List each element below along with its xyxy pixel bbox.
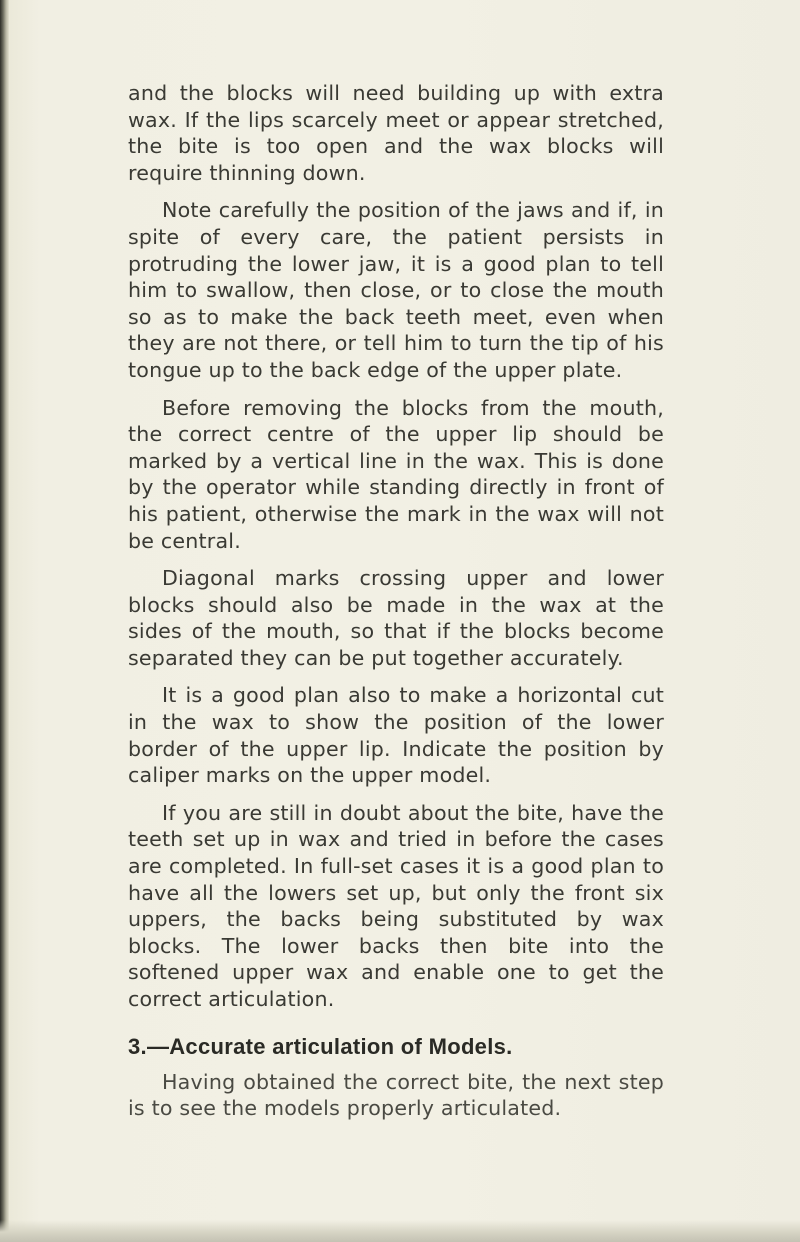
page-text-body: [128, 80, 664, 1133]
paragraph-4: Diagonal marks crossing upper and lower blocks should also be made in the wax at the sides of the mouth, so that if the blocks become separated they can be put together accurately.: [128, 566, 664, 670]
page-binding-edge: [0, 0, 9, 1242]
section-heading: 3.—Accurate articulation of Models.: [128, 1033, 513, 1059]
paragraph-2: Note carefully the position of the jaws and if, in spite of every care, the patient persists in protruding the lower jaw, it is a good plan to tell him to swallow, then close, or to close the mouth so as to make the back teeth meet, even when they are not there, or tell him to turn the tip of his tongue up to the back edge of the upper plate.: [128, 198, 664, 382]
paragraph-3: Before removing the blocks from the mouth, the correct centre of the upper lip should be marked by a vertical line in the wax. This is done by the operator while standing directly in front of his patient, otherwise the mark in the wax will not be central.: [128, 395, 664, 553]
paragraph-5: It is a good plan also to make a horizontal cut in the wax to show the position of the lower border of the upper lip. Indicate the position by caliper marks on the upper model.: [128, 683, 664, 788]
paragraph-6: If you are still in doubt about the bite, have the teeth set up in wax and tried in before the cases are completed. In full-set cases it is a good plan to have all the lowers set up, but only the front six uppers, the backs being substituted by wax blocks. The lower backs then bite into the softened upper wax and enable one to get the correct articulation.: [128, 800, 664, 1011]
page-bottom-edge: [0, 1220, 800, 1242]
paragraph-1: and the blocks will need building up with extra wax. If the lips scarcely meet or appear stretched, the bite is too open and the wax blocks will require thinning down.: [128, 81, 664, 185]
section-paragraph: Having obtained the correct bite, the next step is to see the models properly articulated.: [128, 1069, 664, 1121]
